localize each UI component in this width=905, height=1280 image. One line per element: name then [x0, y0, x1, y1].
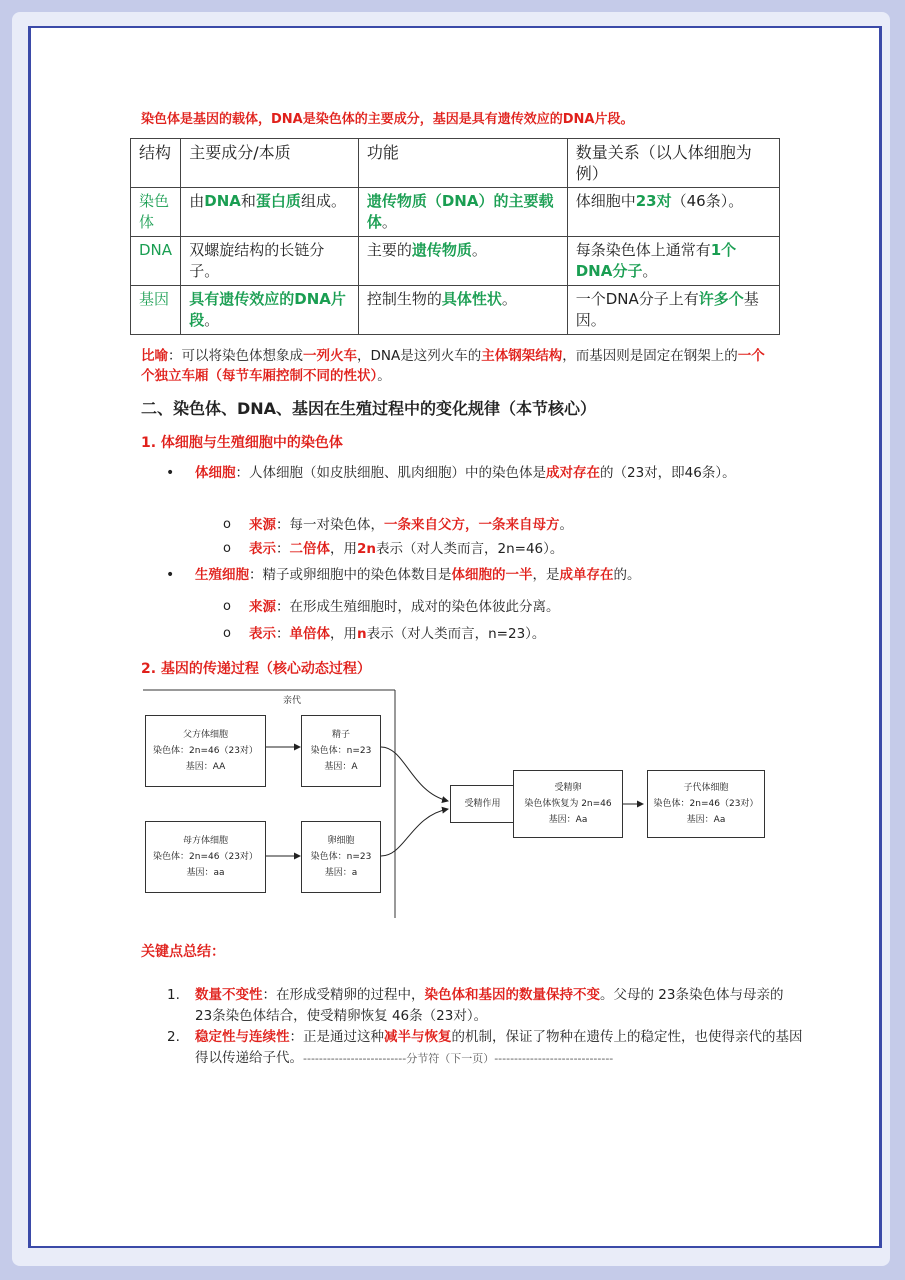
text: 的（23对，即46条）。: [600, 465, 736, 481]
box-gene: 基因：aa: [186, 868, 225, 878]
germ-representation: [249, 624, 545, 645]
text: ：: [276, 626, 290, 642]
box-title: 精子: [331, 730, 350, 740]
gene-transfer-diagram: [143, 688, 793, 918]
text: ：人体细胞（如皮肤细胞、肌肉细胞）中的染色体是: [235, 465, 546, 481]
box-title: 受精作用: [464, 799, 501, 809]
text: 双螺旋结构的长链分子。: [189, 241, 325, 280]
germ-paragraph: [195, 565, 641, 586]
highlight: 遗传物质: [411, 241, 472, 259]
arrow-egg-fertilization: [381, 809, 448, 856]
label: 体细胞: [195, 465, 236, 481]
table-row: [131, 237, 780, 286]
text: 。: [204, 311, 220, 329]
text: 。: [377, 368, 391, 384]
highlight: 一条来自父方，一条来自母方: [384, 517, 560, 533]
highlight: 1个DNA分子: [575, 241, 737, 280]
circle-marker: o: [223, 517, 231, 532]
analogy-paragraph: [141, 346, 771, 386]
row-quantity: [567, 286, 779, 335]
highlight: 体细胞的一半: [451, 567, 533, 583]
text: ：可以将染色体想象成: [168, 348, 303, 364]
label: 数量不变性: [195, 987, 263, 1003]
text: ，用: [330, 541, 357, 557]
text: （46条）。: [671, 192, 744, 210]
box-gene: 基因：a: [324, 868, 358, 878]
section-break: --------------------------分节符（下一页）------------------------------: [303, 1052, 614, 1065]
text: ，DNA是这列火车的: [357, 348, 482, 364]
text: 基因。: [575, 290, 759, 329]
text: 的。: [613, 567, 641, 583]
text: 。父母的 23条染色体与母亲的 23条染色体结合，使受精卵恢复 46条（23对）。: [195, 987, 784, 1024]
box-title: 父方体细胞: [182, 730, 228, 740]
document-page: [28, 26, 882, 1248]
box-title: 受精卵: [554, 783, 582, 793]
label: 来源: [249, 517, 276, 533]
table-header: 结构: [131, 139, 181, 188]
subsection-heading: 1. 体细胞与生殖细胞中的染色体: [141, 435, 343, 451]
circle-marker: o: [223, 541, 231, 556]
highlight: 23对: [635, 192, 672, 210]
text: ，是: [532, 567, 560, 583]
subsection-heading: 2. 基因的传递过程（核心动态过程）: [141, 661, 371, 677]
somatic-representation: [249, 539, 563, 560]
text: ：每一对染色体，: [276, 517, 384, 533]
row-name: 基因: [131, 286, 181, 335]
highlight: DNA: [204, 192, 241, 210]
label: 表示: [249, 626, 276, 642]
text: 的机制，保证了物种在遗传上的稳定性，也使得亲代的基因得以传递给子代。: [195, 1029, 803, 1066]
highlight: 具体性状: [441, 290, 502, 308]
list-number: 1.: [167, 987, 180, 1003]
highlight: 减半与恢复: [384, 1029, 452, 1045]
text: 组成。: [300, 192, 346, 210]
text: ：: [276, 541, 290, 557]
table-row: [131, 286, 780, 335]
gene-table: [130, 138, 780, 335]
highlight: n: [357, 626, 367, 642]
table-header: 功能: [358, 139, 567, 188]
row-name: DNA: [131, 237, 181, 286]
highlight: 遗传物质（DNA）的主要载体: [366, 192, 554, 231]
label: 表示: [249, 541, 276, 557]
highlight: 染色体和基因的数量保持不变: [424, 987, 600, 1003]
row-name: 染色体: [131, 188, 181, 237]
somatic-paragraph: [195, 463, 775, 484]
box-chromosome: 染色体：2n=46（23对）: [153, 852, 258, 862]
label: 生殖细胞: [195, 567, 249, 583]
highlight: 主体钢架结构: [481, 348, 563, 364]
highlight: 许多个: [698, 290, 744, 308]
highlight: 单倍体: [289, 626, 330, 642]
bullet-marker: •: [166, 465, 175, 481]
text: 。: [471, 241, 487, 259]
label: 稳定性与连续性: [195, 1029, 290, 1045]
box-gene: 基因：Aa: [548, 815, 588, 825]
text: 表示（对人类而言，n=23）。: [366, 626, 546, 642]
list-number: 2.: [167, 1029, 180, 1045]
summary-title: 关键点总结：: [141, 944, 225, 960]
text: 。: [642, 262, 658, 280]
highlight: 二倍体: [289, 541, 330, 557]
offspring-cell-box: [647, 770, 765, 838]
table-header: 主要成分/本质: [181, 139, 359, 188]
highlight: 成对存在: [546, 465, 600, 481]
text: 和: [240, 192, 256, 210]
text: ，用: [330, 626, 357, 642]
section-heading: 二、染色体、DNA、基因在生殖过程中的变化规律（本节核心）: [141, 399, 597, 418]
table-header-row: [131, 139, 780, 188]
box-gene: 基因：AA: [185, 762, 226, 772]
box-chromosome: 染色体：n=23: [310, 746, 372, 756]
box-chromosome: 染色体恢复为 2n=46: [524, 799, 612, 809]
intro-text: 染色体是基因的载体，DNA是染色体的主要成分，基因是具有遗传效应的DNA片段。: [141, 112, 634, 127]
box-title: 卵细胞: [327, 836, 355, 846]
analogy-label: 比喻: [141, 348, 168, 364]
germ-source: [249, 597, 560, 618]
row-function: [358, 286, 567, 335]
row-composition: [181, 237, 359, 286]
circle-marker: o: [223, 599, 231, 614]
text: 每条染色体上通常有: [575, 241, 711, 259]
text: 控制生物的: [366, 290, 442, 308]
row-composition: [181, 188, 359, 237]
father-cell-box: [145, 715, 266, 787]
egg-box: [301, 821, 381, 893]
text: ：精子或卵细胞中的染色体数目是: [249, 567, 452, 583]
arrow-sperm-fertilization: [381, 747, 448, 801]
sperm-box: [301, 715, 381, 787]
circle-marker: o: [223, 626, 231, 641]
box-gene: 基因：A: [324, 762, 358, 772]
text: ，而基因则是固定在钢架上的: [562, 348, 738, 364]
row-function: [358, 237, 567, 286]
text: 。: [381, 213, 397, 231]
zygote-box: [513, 770, 623, 838]
box-chromosome: 染色体：2n=46（23对）: [653, 799, 759, 809]
row-quantity: [567, 188, 779, 237]
highlight: 蛋白质: [255, 192, 301, 210]
row-function: [358, 188, 567, 237]
label: 来源: [249, 599, 276, 615]
fertilization-box: [450, 785, 515, 823]
text: ：在形成生殖细胞时，成对的染色体彼此分离。: [276, 599, 560, 615]
bullet-marker: •: [166, 567, 175, 583]
summary-item: [195, 985, 795, 1027]
row-composition: [181, 286, 359, 335]
text: 一个DNA分子上有: [575, 290, 699, 308]
box-title: 母方体细胞: [182, 836, 228, 846]
mother-cell-box: [145, 821, 266, 893]
box-chromosome: 染色体：2n=46（23对）: [153, 746, 258, 756]
highlight: 2n: [357, 541, 377, 557]
parent-label: 亲代: [283, 696, 302, 706]
text: ：在形成受精卵的过程中，: [262, 987, 425, 1003]
highlight: 成单存在: [559, 567, 614, 583]
text: 表示（对人类而言，2n=46）。: [376, 541, 564, 557]
text: 。: [501, 290, 517, 308]
highlight: 一列火车: [303, 348, 357, 364]
text: 体细胞中: [575, 192, 636, 210]
text: ：正是通过这种: [289, 1029, 384, 1045]
text: 主要的: [366, 241, 412, 259]
box-gene: 基因：Aa: [686, 815, 726, 825]
highlight: 一个个独立车厢（每节车厢控制不同的性状）: [141, 348, 765, 384]
highlight: 具有遗传效应的DNA片段: [189, 290, 346, 329]
row-quantity: [567, 237, 779, 286]
box-chromosome: 染色体：n=23: [310, 852, 372, 862]
somatic-source: [249, 515, 573, 536]
table-header: 数量关系（以人体细胞为例）: [567, 139, 779, 188]
table-row: [131, 188, 780, 237]
box-title: 子代体细胞: [683, 783, 729, 793]
text: 。: [559, 517, 573, 533]
summary-item: [195, 1027, 805, 1069]
text: 由: [189, 192, 205, 210]
